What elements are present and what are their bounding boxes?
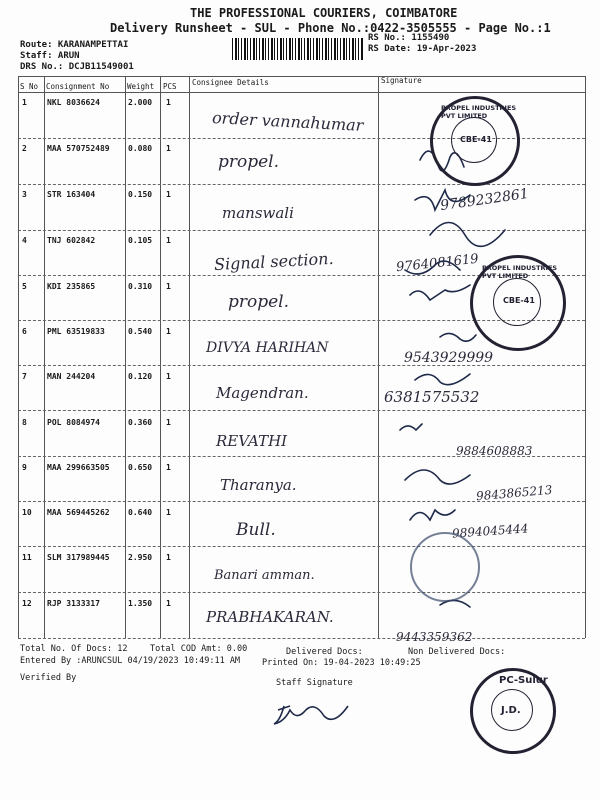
row-consignee-handwritten: Banari amman. [214, 568, 315, 583]
row-weight: 0.105 [128, 236, 153, 245]
row-weight: 0.650 [128, 463, 153, 472]
row-weight: 0.120 [128, 372, 153, 381]
row-pcs: 1 [166, 98, 171, 107]
row-sno: 2 [22, 144, 27, 153]
row-weight: 2.950 [128, 553, 153, 562]
row-pcs: 1 [166, 599, 171, 608]
total-docs: Total No. Of Docs: 12 [20, 644, 128, 654]
row-sno: 12 [22, 599, 32, 608]
row-pcs: 1 [166, 508, 171, 517]
row-pcs: 1 [166, 282, 171, 291]
runsheet-subtitle: Delivery Runsheet - SUL - Phone No.:0422-3505555 - Page No.:1 [110, 21, 551, 35]
row-signature-phone: 9894045444 [451, 521, 529, 541]
row-consignment-no: RJP 3133317 [47, 599, 100, 608]
row-sno: 7 [22, 372, 27, 381]
total-cod: Total COD Amt: 0.00 [150, 644, 248, 654]
barcode [232, 38, 364, 60]
row-sno: 6 [22, 327, 27, 336]
entered-by: Entered By :ARUNCSUL 04/19/2023 10:49:11 AM [20, 656, 241, 666]
rs-date: RS Date: 19-Apr-2023 [368, 44, 477, 54]
row-consignee-handwritten: Tharanya. [220, 476, 297, 494]
row-signature-phone: 9443359362 [396, 630, 473, 644]
row-signature-phone: 9843865213 [475, 482, 553, 504]
grid-line [378, 76, 379, 638]
row-consignee-handwritten: REVATHI [216, 432, 288, 450]
row-consignee-handwritten: order vannahumar [211, 108, 364, 135]
row-sno: 10 [22, 508, 32, 517]
row-consignee-handwritten: DIVYA HARIHAN [206, 340, 329, 356]
company-seal-stamp [470, 255, 566, 351]
row-weight: 0.360 [128, 418, 153, 427]
row-consignment-no: KDI 235865 [47, 282, 96, 291]
row-consignment-no: PML 63519833 [47, 327, 105, 336]
col-header-sno: S No [20, 82, 39, 91]
row-consignee-handwritten: propel. [218, 152, 280, 172]
row-pcs: 1 [166, 190, 171, 199]
row-consignment-no: MAA 299663505 [47, 463, 110, 472]
stamp-text: PC-Sulur [499, 675, 548, 686]
row-pcs: 1 [166, 327, 171, 336]
col-header-weight: Weight [127, 82, 155, 91]
row-signature-phone: 9884608883 [456, 444, 533, 458]
row-pcs: 1 [166, 144, 171, 153]
row-weight: 0.310 [128, 282, 153, 291]
row-consignment-no: NKL 8036624 [47, 98, 100, 107]
col-header-consignment: Consignment No [46, 82, 110, 91]
col-header-pcs: PCS [163, 82, 177, 91]
stamp-center-text: CBE-41 [503, 296, 535, 305]
grid-line [189, 76, 190, 638]
row-consignment-no: MAN 244204 [47, 372, 96, 381]
grid-line [160, 76, 161, 638]
row-pcs: 1 [166, 372, 171, 381]
staff-label: Staff: ARUN [20, 51, 80, 61]
row-consignee-handwritten: Bull. [236, 520, 276, 540]
row-sno: 9 [22, 463, 27, 472]
row-consignment-no: MAA 570752489 [47, 144, 110, 153]
drs-number: DRS No.: DCJB11549001 [20, 62, 134, 72]
row-consignee-handwritten: Magendran. [216, 384, 309, 402]
row-weight: 0.080 [128, 144, 153, 153]
grid-line [125, 76, 126, 638]
table-header-border [18, 92, 585, 93]
col-header-consignee: Consignee Details [192, 78, 269, 87]
row-consignee-handwritten: PRABHAKARAN. [206, 608, 334, 626]
stamp-text: PROPEL INDUSTRIES PVT LIMITED [482, 264, 558, 280]
company-seal-stamp [430, 96, 520, 186]
row-consignment-no: POL 8084974 [47, 418, 100, 427]
row-consignment-no: MAA 569445262 [47, 508, 110, 517]
row-weight: 1.350 [128, 599, 153, 608]
delivered-docs: Delivered Docs: [286, 647, 363, 657]
row-signature-phone: 6381575532 [384, 388, 480, 406]
row-weight: 0.150 [128, 190, 153, 199]
grid-line [18, 76, 19, 638]
row-sno: 4 [22, 236, 27, 245]
row-pcs: 1 [166, 236, 171, 245]
pc-sulur-stamp [470, 668, 556, 754]
row-consignee-handwritten: Signal section. [213, 248, 334, 275]
row-pcs: 1 [166, 463, 171, 472]
row-signature-phone: 9543929999 [404, 350, 494, 366]
verified-by: Verified By [20, 673, 77, 683]
row-sno: 3 [22, 190, 27, 199]
row-consignment-no: STR 163404 [47, 190, 96, 199]
row-weight: 0.640 [128, 508, 153, 517]
row-consignee-handwritten: propel. [228, 292, 290, 312]
route-label: Route: KARANAMPETTAI [20, 40, 129, 50]
row-signature-phone: 9764081619 [395, 251, 480, 276]
grid-line [44, 76, 45, 638]
row-signature-phone: 9789232861 [439, 185, 530, 215]
row-sno: 11 [22, 553, 32, 562]
row-consignment-no: SLM 317989445 [47, 553, 110, 562]
stamp-center-text: J.D. [501, 705, 521, 716]
stamp-center-text: CBE-41 [460, 135, 492, 144]
row-consignment-no: TNJ 602842 [47, 236, 96, 245]
staff-signature-label: Staff Signature [276, 678, 353, 688]
non-delivered-docs: Non Delivered Docs: [408, 647, 506, 657]
printed-on: Printed On: 19-04-2023 10:49:25 [262, 658, 421, 668]
row-pcs: 1 [166, 553, 171, 562]
row-sno: 8 [22, 418, 27, 427]
row-sno: 1 [22, 98, 27, 107]
row-consignee-handwritten: manswali [222, 204, 294, 222]
col-header-signature: Signature [381, 76, 422, 85]
stamp-text: PROPEL INDUSTRIES PVT LIMITED [441, 104, 517, 120]
faded-stamp [410, 532, 480, 602]
row-weight: 0.540 [128, 327, 153, 336]
rs-number: RS No.: 1155490 [368, 33, 450, 43]
table-top-border [18, 76, 585, 77]
row-pcs: 1 [166, 418, 171, 427]
company-title: THE PROFESSIONAL COURIERS, COIMBATORE [190, 6, 458, 20]
staff-signature [270, 690, 370, 730]
row-weight: 2.000 [128, 98, 153, 107]
row-sno: 5 [22, 282, 27, 291]
